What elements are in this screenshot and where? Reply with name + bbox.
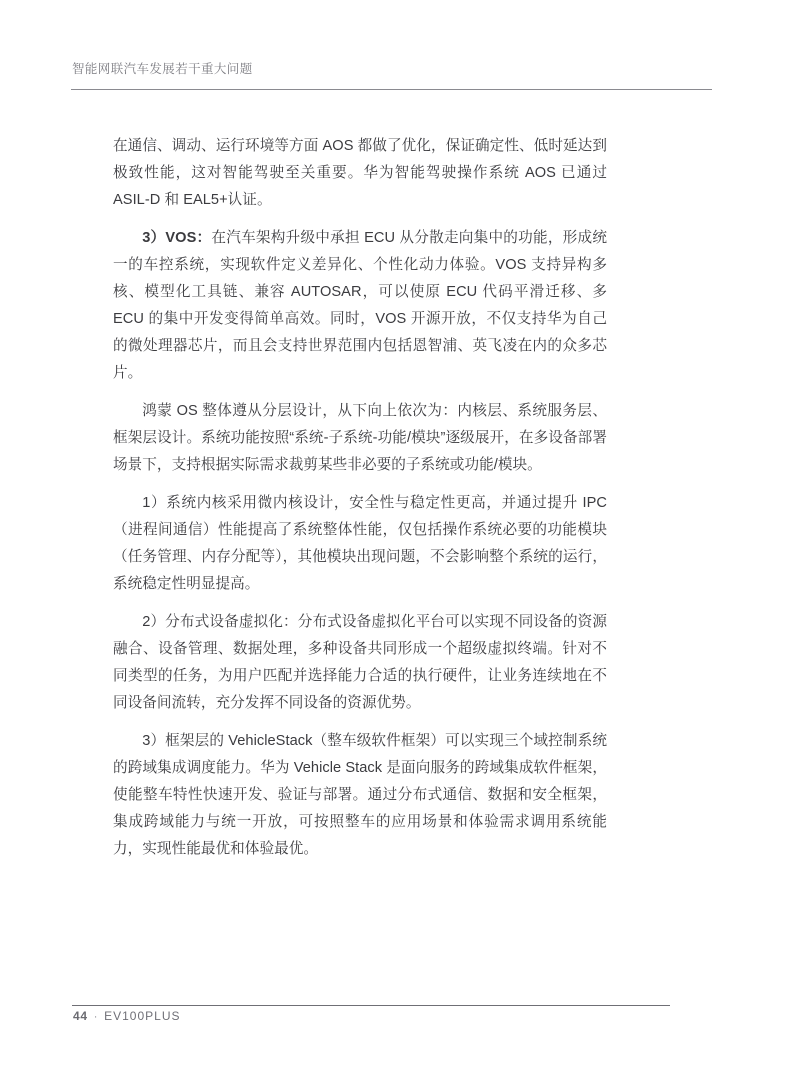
running-head: 智能网联汽车发展若干重大问题 <box>72 62 253 76</box>
paragraph-text: 1）系统内核采用微内核设计，安全性与稳定性更高，并通过提升 IPC（进程间通信）性能提高了系统整体性能，仅包括操作系统必要的功能模块（任务管理、内存分配等），其他模块出现问题，不会影响整个系统的运行，系统稳定性明显提高。 <box>113 495 607 592</box>
paragraph-text: 在通信、调动、运行环境等方面 AOS 都做了优化，保证确定性、低时延达到极致性能，这对智能驾驶至关重要。华为智能驾驶操作系统 AOS 已通过 ASIL-D 和 EAL5+认证。 <box>113 138 607 208</box>
footer-divider <box>72 1005 670 1006</box>
footer-separator: · <box>93 1011 99 1023</box>
paragraph-vehiclestack-item-3 <box>113 728 607 863</box>
paragraph-distributed-virtualization-item-2 <box>113 609 607 717</box>
paragraph-text: 2）分布式设备虚拟化：分布式设备虚拟化平台可以实现不同设备的资源融合、设备管理、数据处理，多种设备共同形成一个超级虚拟终端。针对不同类型的任务，为用户匹配并选择能力合适的执行硬件，让业务连续地在不同设备间流转，充分发挥不同设备的资源优势。 <box>113 614 607 711</box>
paragraph-microkernel-item-1 <box>113 490 607 598</box>
body-content <box>113 133 607 863</box>
paragraph-aos-optimization <box>113 133 607 214</box>
footer-page-number: 44 <box>73 1009 88 1023</box>
paragraph-vos-item-3 <box>113 225 607 387</box>
paragraph-text: 在汽车架构升级中承担 ECU 从分散走向集中的功能，形成统一的车控系统，实现软件定义差异化、个性化动力体验。VOS 支持异构多核、模型化工具链、兼容 AUTOSAR，可以使原 ECU 代码平滑迁移、多 ECU 的集中开发变得简单高效。同时，VOS 开源开放，不仅支持华为自己的微处理器芯片，而且会支持世界范围内包括恩智浦、英飞凌在内的众多芯片。 <box>113 230 607 381</box>
paragraph-harmony-os-layers <box>113 398 607 479</box>
paragraph-text: 鸿蒙 OS 整体遵从分层设计，从下向上依次为：内核层、系统服务层、框架层设计。系统功能按照“系统-子系统-功能/模块”逐级展开，在多设备部署场景下，支持根据实际需求裁剪某些非必要的子系统或功能/模块。 <box>113 403 607 473</box>
paragraph-text: 3）框架层的 VehicleStack（整车级软件框架）可以实现三个域控制系统的跨域集成调度能力。华为 Vehicle Stack 是面向服务的跨域集成软件框架，使能整车特性快速开发、验证与部署。通过分布式通信、数据和安全框架，集成跨域能力与统一开放，可按照整车的应用场景和体验需求调用系统能力，实现性能最优和体验最优。 <box>113 733 607 857</box>
page-footer <box>73 1009 181 1023</box>
footer-publication: EV100PLUS <box>104 1009 181 1023</box>
header-divider <box>71 89 712 90</box>
paragraph-lead-label: 3）VOS： <box>142 230 212 246</box>
